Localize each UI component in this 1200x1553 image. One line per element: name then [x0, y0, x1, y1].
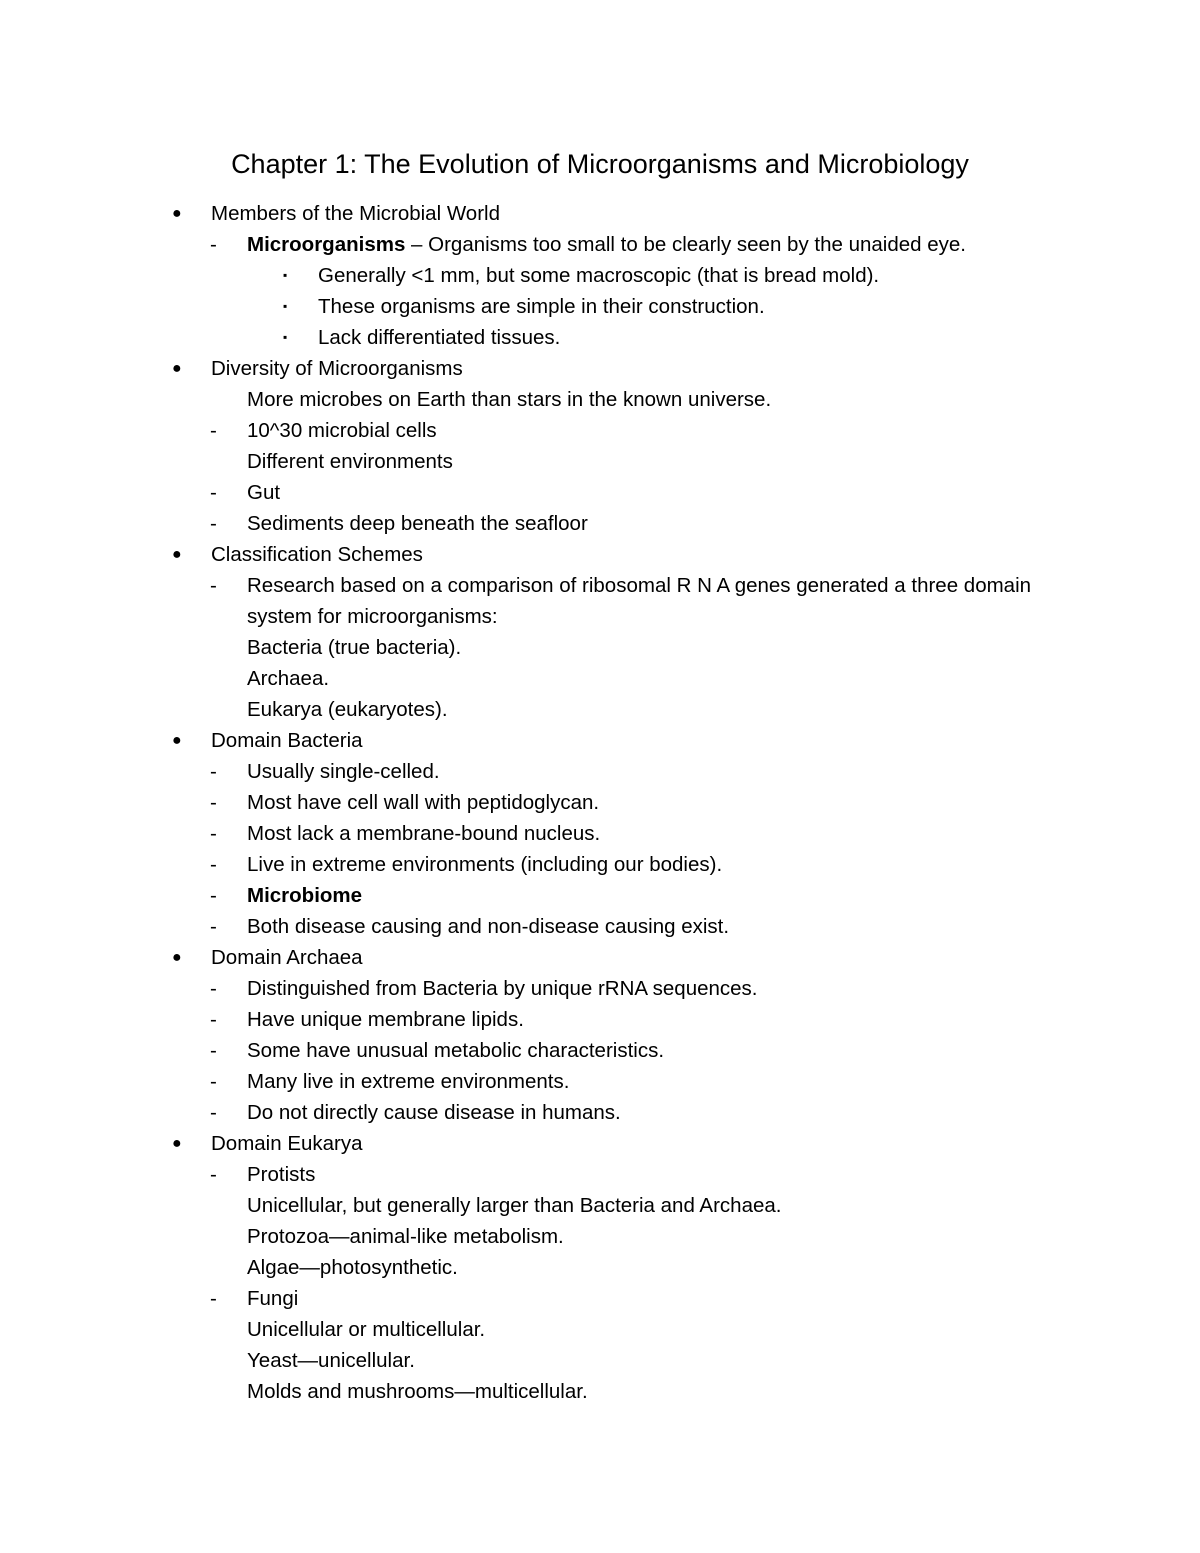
bullet-marker: ●: [172, 360, 182, 377]
list-item-text: Algae—photosynthetic.: [247, 1256, 458, 1279]
list-item: [0, 632, 1200, 663]
list-item-text: Both disease causing and non-disease causing exist.: [247, 915, 730, 938]
list-item-text: Most have cell wall with peptidoglycan.: [247, 791, 600, 814]
dash-marker: -: [210, 419, 217, 442]
list-item-text: These organisms are simple in their construction.: [318, 295, 765, 318]
list-item-text: Have unique membrane lipids.: [247, 1008, 524, 1031]
dash-marker: -: [210, 791, 217, 814]
list-item-text: Live in extreme environments (including our bodies).: [247, 853, 723, 876]
list-item: [0, 1221, 1200, 1252]
dash-marker: -: [210, 233, 217, 256]
list-item: [0, 756, 1200, 787]
list-item: [0, 818, 1200, 849]
bullet-marker: ●: [172, 732, 182, 749]
list-item-text: system for microorganisms:: [247, 605, 498, 628]
list-item-text: Molds and mushrooms—multicellular.: [247, 1380, 588, 1403]
dash-marker: -: [210, 853, 217, 876]
bullet-marker: ●: [172, 205, 182, 222]
section-heading: [0, 539, 1200, 570]
bullet-marker: ●: [172, 949, 182, 966]
dash-marker: -: [210, 1008, 217, 1031]
list-item-text: [247, 229, 966, 260]
list-item: [0, 384, 1200, 415]
dash-marker: -: [210, 822, 217, 845]
list-item: [0, 1345, 1200, 1376]
bold-term: Microbiome: [247, 884, 363, 907]
list-item: [0, 1314, 1200, 1345]
dash-marker: -: [210, 574, 217, 597]
list-item: [0, 1376, 1200, 1407]
dash-marker: -: [210, 1287, 217, 1310]
list-item-text: [247, 880, 362, 911]
list-item-text: Sediments deep beneath the seafloor: [247, 512, 588, 535]
section-heading-text: Domain Archaea: [211, 946, 363, 969]
square-marker: ▪: [283, 330, 288, 344]
list-item-text: Different environments: [247, 450, 453, 473]
list-item-text: Unicellular or multicellular.: [247, 1318, 486, 1341]
list-item: [0, 1190, 1200, 1221]
list-item-text: Archaea.: [247, 667, 330, 690]
list-item: [0, 322, 1200, 353]
section-heading: [0, 198, 1200, 229]
dash-marker: -: [210, 512, 217, 535]
dash-marker: -: [210, 977, 217, 1000]
list-item: [0, 291, 1200, 322]
list-item-text: Many live in extreme environments.: [247, 1070, 570, 1093]
list-item: [0, 663, 1200, 694]
list-item-text: 10^30 microbial cells: [247, 419, 437, 442]
dash-marker: -: [210, 884, 217, 907]
list-item-text: Generally <1 mm, but some macroscopic (that is bread mold).: [318, 264, 880, 287]
list-item: [0, 694, 1200, 725]
list-item: [0, 570, 1200, 601]
square-marker: ▪: [283, 268, 288, 282]
outline: [0, 198, 1200, 1407]
dash-marker: -: [210, 481, 217, 504]
dash-marker: -: [210, 915, 217, 938]
page-title: Chapter 1: The Evolution of Microorganisms and Microbiology: [231, 149, 969, 179]
list-item-text: Do not directly cause disease in humans.: [247, 1101, 621, 1124]
list-item-text: More microbes on Earth than stars in the known universe.: [247, 388, 772, 411]
section-heading-text: Domain Eukarya: [211, 1132, 363, 1155]
list-item: [0, 260, 1200, 291]
list-item: [0, 1035, 1200, 1066]
section-heading: [0, 353, 1200, 384]
list-item: [0, 849, 1200, 880]
bullet-marker: ●: [172, 1135, 182, 1152]
list-item-text: Gut: [247, 481, 281, 504]
dash-marker: -: [210, 1101, 217, 1124]
list-item: [0, 911, 1200, 942]
section-heading-text: Domain Bacteria: [211, 729, 363, 752]
dash-marker: -: [210, 1163, 217, 1186]
list-item-text: Protozoa—animal-like metabolism.: [247, 1225, 564, 1248]
list-item: [0, 477, 1200, 508]
dash-marker: -: [210, 1039, 217, 1062]
list-item-text: Fungi: [247, 1287, 299, 1310]
list-item-text: Protists: [247, 1163, 316, 1186]
section-heading: [0, 942, 1200, 973]
section-heading: [0, 725, 1200, 756]
list-item: [0, 1097, 1200, 1128]
list-item: [0, 880, 1200, 911]
bold-term: Microorganisms: [247, 233, 406, 256]
list-item-text: Yeast—unicellular.: [247, 1349, 415, 1372]
list-item: [0, 787, 1200, 818]
list-item: [0, 1066, 1200, 1097]
list-item-text: Distinguished from Bacteria by unique rRNA sequences.: [247, 977, 758, 1000]
list-item: [0, 415, 1200, 446]
dash-marker: -: [210, 1070, 217, 1093]
list-item: [0, 508, 1200, 539]
list-item: [0, 601, 1200, 632]
section-heading: [0, 1128, 1200, 1159]
bullet-marker: ●: [172, 546, 182, 563]
list-item-text: Most lack a membrane-bound nucleus.: [247, 822, 601, 845]
list-item-text: Unicellular, but generally larger than Bacteria and Archaea.: [247, 1194, 782, 1217]
list-item: [0, 1004, 1200, 1035]
list-item: [0, 446, 1200, 477]
list-item-text: Some have unusual metabolic characteristics.: [247, 1039, 665, 1062]
list-item-text: Bacteria (true bacteria).: [247, 636, 462, 659]
list-item-text: Research based on a comparison of ribosomal R N A genes generated a three domain: [247, 574, 1032, 597]
list-item: [0, 229, 1200, 260]
list-item: [0, 1252, 1200, 1283]
list-item: [0, 1283, 1200, 1314]
section-heading-text: Diversity of Microorganisms: [211, 357, 463, 380]
section-heading-text: Members of the Microbial World: [211, 202, 500, 225]
section-heading-text: Classification Schemes: [211, 543, 423, 566]
list-item-text: Eukarya (eukaryotes).: [247, 698, 448, 721]
term-definition: – Organisms too small to be clearly seen by the unaided eye.: [405, 233, 966, 256]
list-item: [0, 1159, 1200, 1190]
list-item: [0, 973, 1200, 1004]
list-item-text: Lack differentiated tissues.: [318, 326, 561, 349]
list-item-text: Usually single-celled.: [247, 760, 440, 783]
dash-marker: -: [210, 760, 217, 783]
square-marker: ▪: [283, 299, 288, 313]
